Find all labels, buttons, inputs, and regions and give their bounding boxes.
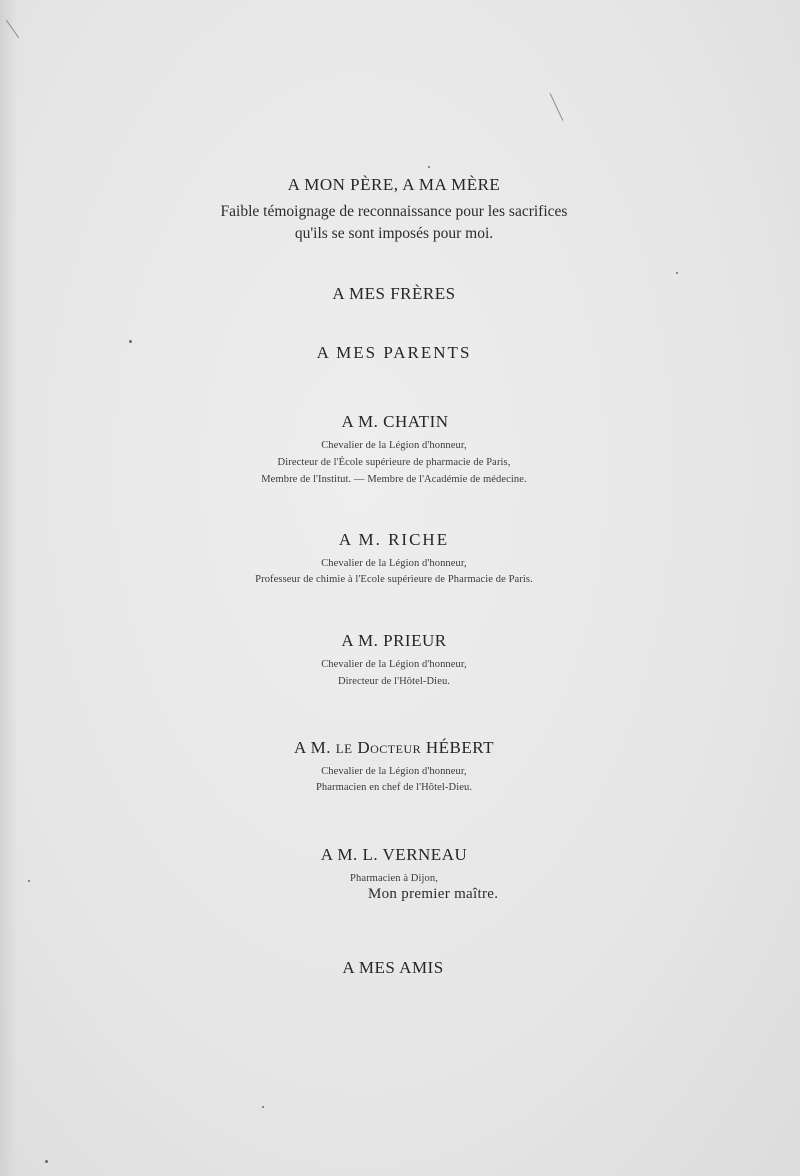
hebert-title-name: HÉBERT bbox=[425, 738, 494, 757]
hebert-title-docteur-text: Docteur bbox=[357, 738, 422, 757]
dedication-chatin-title: A M. CHATIN bbox=[341, 412, 449, 431]
dedication-prieur-title: A M. PRIEUR bbox=[341, 631, 447, 650]
paper-scratch bbox=[550, 93, 564, 121]
hebert-title-docteur bbox=[357, 738, 421, 757]
dedication-chatin-line-3: Membre de l'Institut. — Membre de l'Académie de médecine. bbox=[261, 474, 527, 485]
dedication-relatives-title: A MES PARENTS bbox=[316, 343, 472, 362]
dedication-chatin-line-2: Directeur de l'École supérieure de pharmacie de Paris, bbox=[277, 457, 511, 468]
dedication-verneau-title: A M. L. VERNEAU bbox=[320, 845, 468, 864]
dedication-riche-title: A M. RICHE bbox=[338, 530, 450, 549]
dedication-verneau-line-1: Pharmacien à Dijon, bbox=[350, 873, 438, 884]
dedication-riche-line-2: Professeur de chimie à l'Ecole supérieure de Pharmacie de Paris. bbox=[255, 574, 533, 585]
paper-speck bbox=[28, 880, 30, 882]
dedication-chatin-line-1: Chevalier de la Légion d'honneur, bbox=[321, 440, 467, 451]
dedication-parents-line-1: Faible témoignage de reconnaissance pour les sacrifices bbox=[220, 203, 568, 220]
dedication-hebert-line-2: Pharmacien en chef de l'Hôtel-Dieu. bbox=[315, 782, 473, 793]
paper-speck bbox=[45, 1160, 48, 1163]
dedication-verneau-line-2: Mon premier maître. bbox=[368, 886, 499, 902]
dedication-parents-title: A MON PÈRE, A MA MÈRE bbox=[287, 175, 501, 194]
hebert-title-prefix: A M. bbox=[294, 738, 331, 757]
dedication-parents-line-2: qu'ils se sont imposés pour moi. bbox=[294, 225, 494, 242]
dedication-prieur-line-1: Chevalier de la Légion d'honneur, bbox=[321, 659, 467, 670]
paper-speck bbox=[428, 166, 430, 168]
dedication-prieur-line-2: Directeur de l'Hôtel-Dieu. bbox=[337, 676, 451, 687]
dedication-hebert-title bbox=[0, 738, 794, 758]
dedication-brothers-title: A MES FRÈRES bbox=[332, 284, 456, 303]
dedication-hebert-line-1: Chevalier de la Légion d'honneur, bbox=[321, 766, 467, 777]
paper-speck bbox=[262, 1106, 264, 1108]
paper-speck bbox=[129, 340, 132, 343]
dedication-friends-title: A MES AMIS bbox=[342, 958, 444, 977]
dedication-riche-line-1: Chevalier de la Légion d'honneur, bbox=[321, 558, 467, 569]
paper-speck bbox=[676, 272, 678, 274]
hebert-title-le: LE bbox=[335, 741, 353, 756]
